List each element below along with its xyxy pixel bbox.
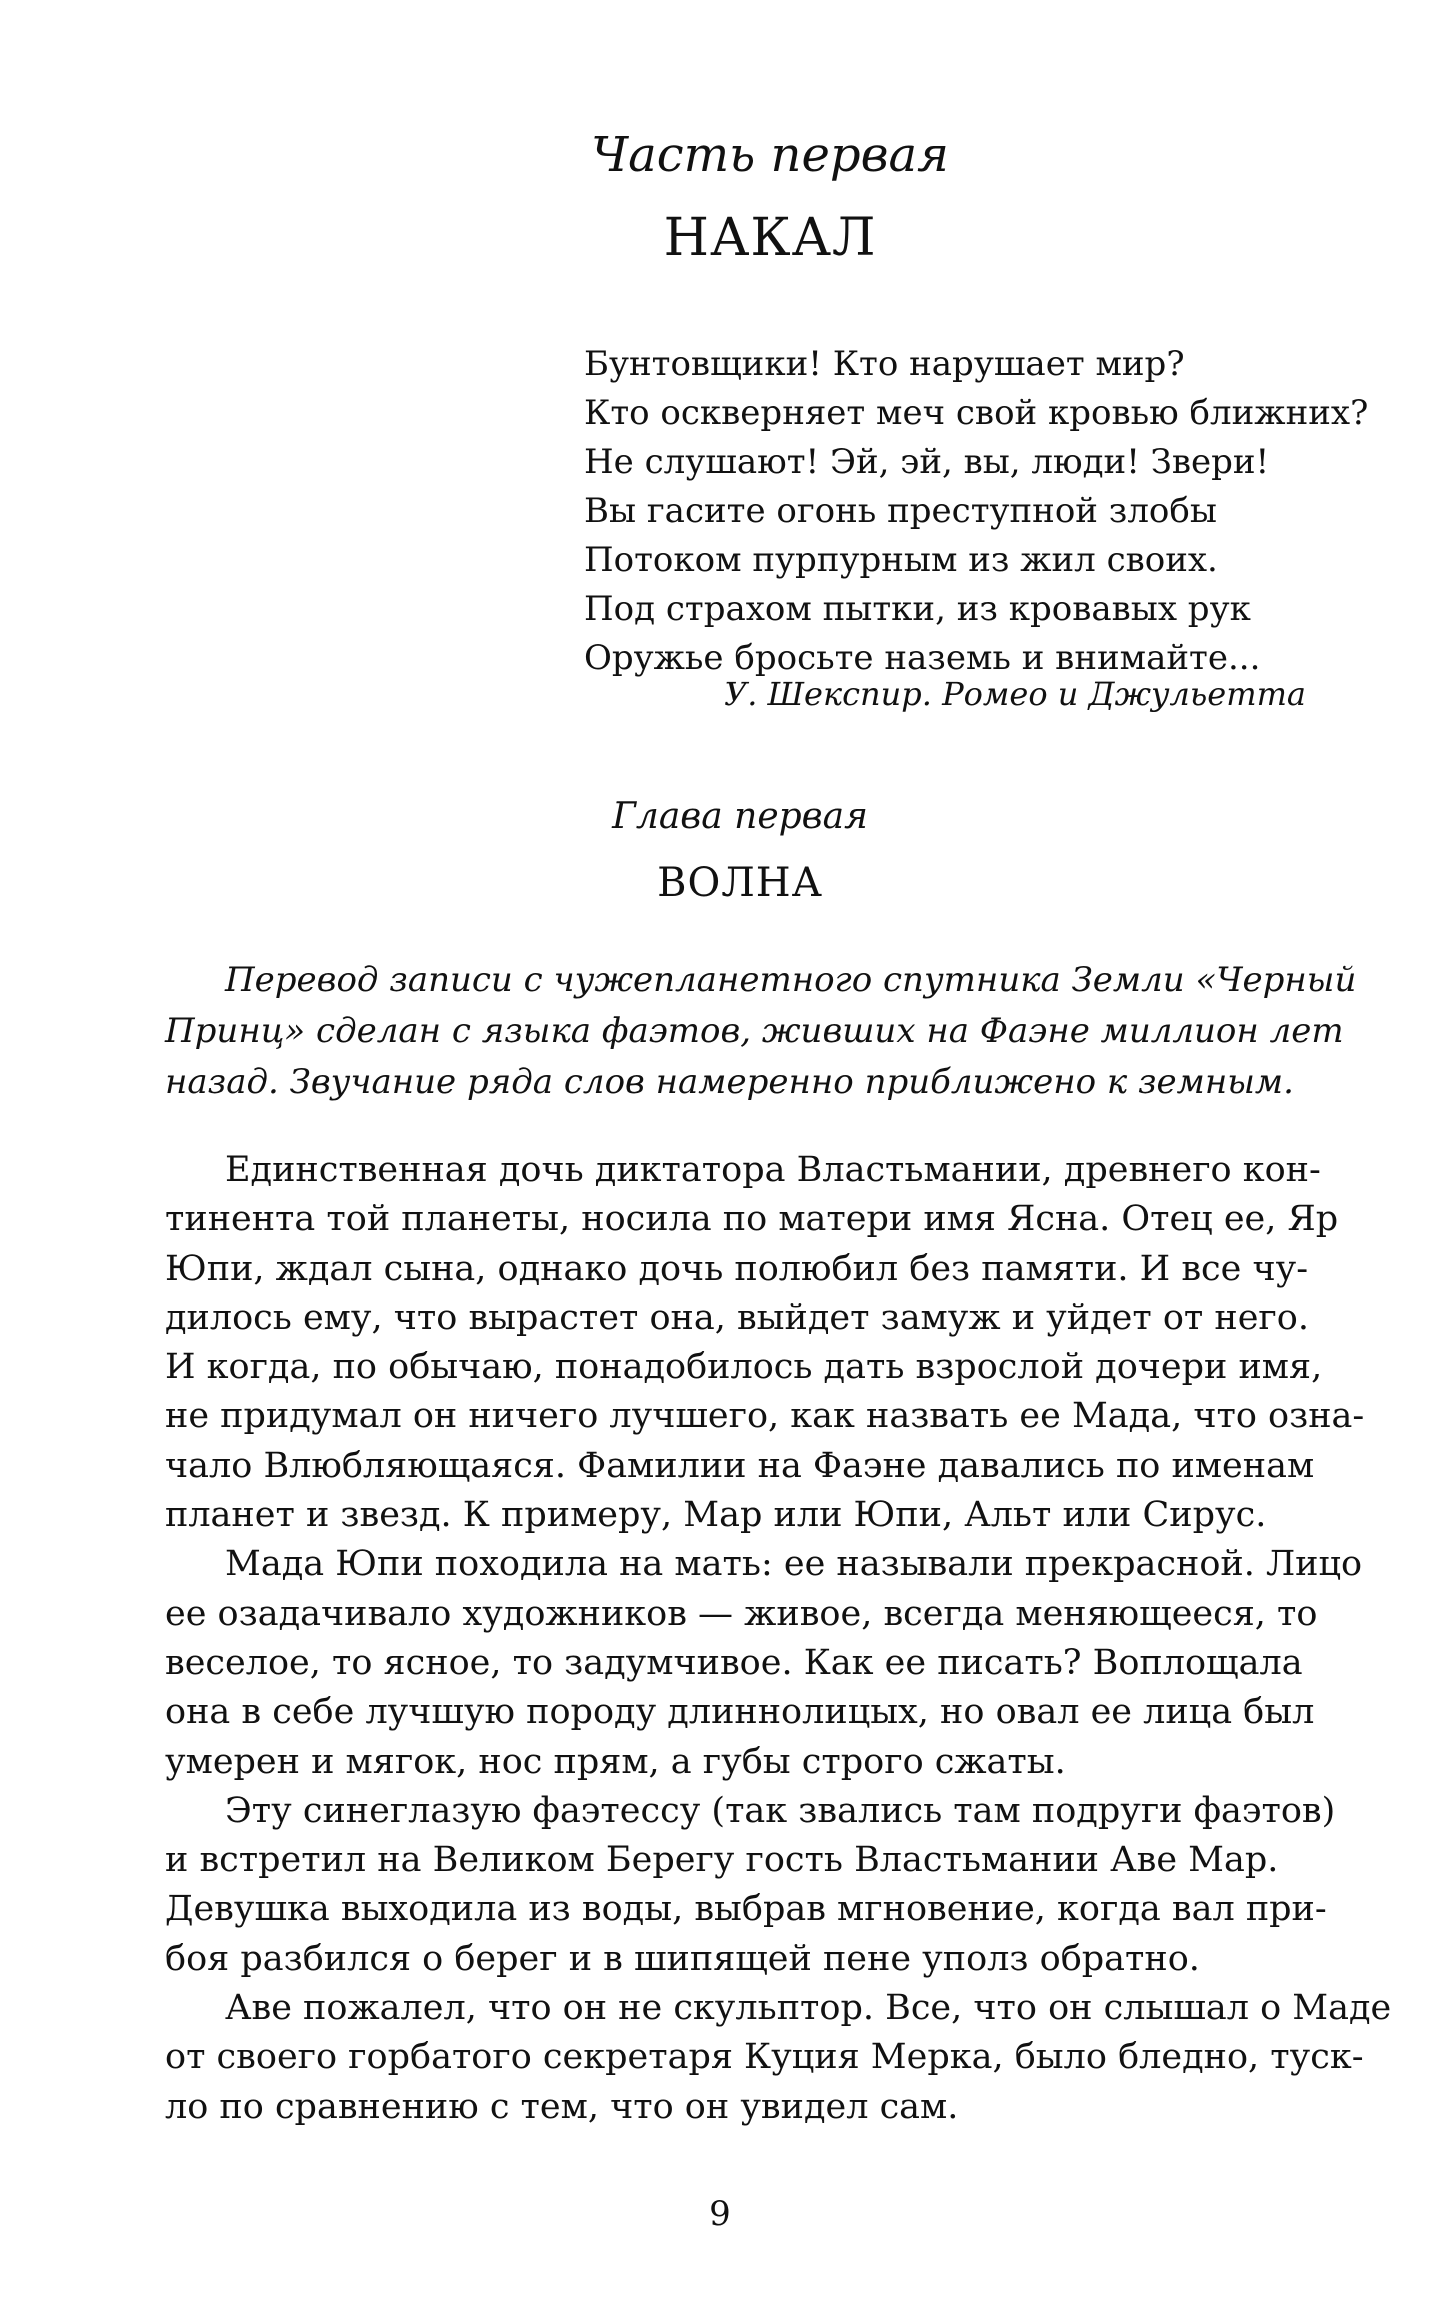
body-line: дилось ему, что вырастет она, выйдет замуж и уйдет от него. (165, 1297, 1309, 1338)
body-line: не придумал он ничего лучшего, как назвать ее Мада, что озна- (165, 1396, 1365, 1437)
body-line: Единственная дочь диктатора Властьмании, древнего кон- (225, 1150, 1321, 1190)
epigraph-line: Бунтовщики! Кто нарушает мир? (584, 344, 1185, 384)
body-line: ло по сравнению с тем, что он увидел сам. (165, 2086, 959, 2127)
part-label: Часть первая (591, 127, 949, 183)
epigraph-line: Не слушают! Эй, эй, вы, люди! Звери! (584, 442, 1270, 482)
body-line: тинента той планеты, носила по матери имя Ясна. Отец ее, Яр (165, 1199, 1339, 1240)
body-line: Эту синеглазую фаэтессу (так звались там подруги фаэтов) (225, 1790, 1336, 1831)
chapter-label: Глава первая (612, 796, 868, 837)
body-line: ее озадачивало художников — живое, всегда меняющееся, то (165, 1593, 1318, 1634)
body-line: веселое, то ясное, то задумчивое. Как ее писать? Воплощала (165, 1642, 1303, 1683)
body-line: И когда, по обычаю, понадобилось дать взрослой дочери имя, (165, 1347, 1323, 1388)
body-line: чало Влюбляющаяся. Фамилии на Фаэне давались по именам (165, 1445, 1315, 1486)
part-title: НАКАЛ (663, 208, 877, 268)
body-line: боя разбился о берег и в шипящей пене уполз обратно. (165, 1938, 1200, 1979)
translation-note (165, 955, 1357, 1108)
note-line: Перевод записи с чужепланетного спутника Земли «Черный (225, 960, 1357, 1000)
epigraph-line: Вы гасите огонь преступной злобы (584, 491, 1217, 531)
epigraph-line: Оружье бросьте наземь и внимайте... (584, 638, 1261, 678)
body-line: от своего горбатого секретаря Куция Мерка, было бледно, туск- (165, 2037, 1364, 2078)
epigraph-line: Под страхом пытки, из кровавых рук (584, 589, 1251, 629)
body-line: и встретил на Великом Берегу гость Властьмании Аве Мар. (165, 1840, 1279, 1881)
epigraph-line: Кто оскверняет меч свой кровью ближних? (584, 393, 1369, 433)
body-line: Мада Юпи походила на мать: ее называли прекрасной. Лицо (225, 1544, 1363, 1585)
epigraph (584, 340, 1369, 683)
body-text (165, 1146, 1392, 2132)
body-line: Аве пожалел, что он не скульптор. Все, что он слышал о Маде (225, 1988, 1392, 2029)
body-line: она в себе лучшую породу длиннолицых, но овал ее лица был (165, 1692, 1315, 1733)
chapter-title: ВОЛНА (657, 860, 823, 906)
epigraph-line: Потоком пурпурным из жил своих. (584, 540, 1218, 580)
page-number: 9 (709, 2194, 731, 2234)
body-line: умерен и мягок, нос прям, а губы строго сжаты. (165, 1741, 1066, 1782)
body-line: Юпи, ждал сына, однако дочь полюбил без памяти. И все чу- (165, 1248, 1309, 1289)
note-line: Принц» сделан с языка фаэтов, живших на Фаэне миллион лет (165, 1011, 1344, 1051)
epigraph-source: У. Шекспир. Ромео и Джульетта (724, 675, 1306, 713)
body-line: Девушка выходила из воды, выбрав мгновение, когда вал при- (165, 1889, 1327, 1930)
body-line: планет и звезд. К примеру, Мар или Юпи, Альт или Сирус. (165, 1495, 1267, 1536)
note-line: назад. Звучание ряда слов намеренно приближено к земным. (165, 1062, 1294, 1102)
